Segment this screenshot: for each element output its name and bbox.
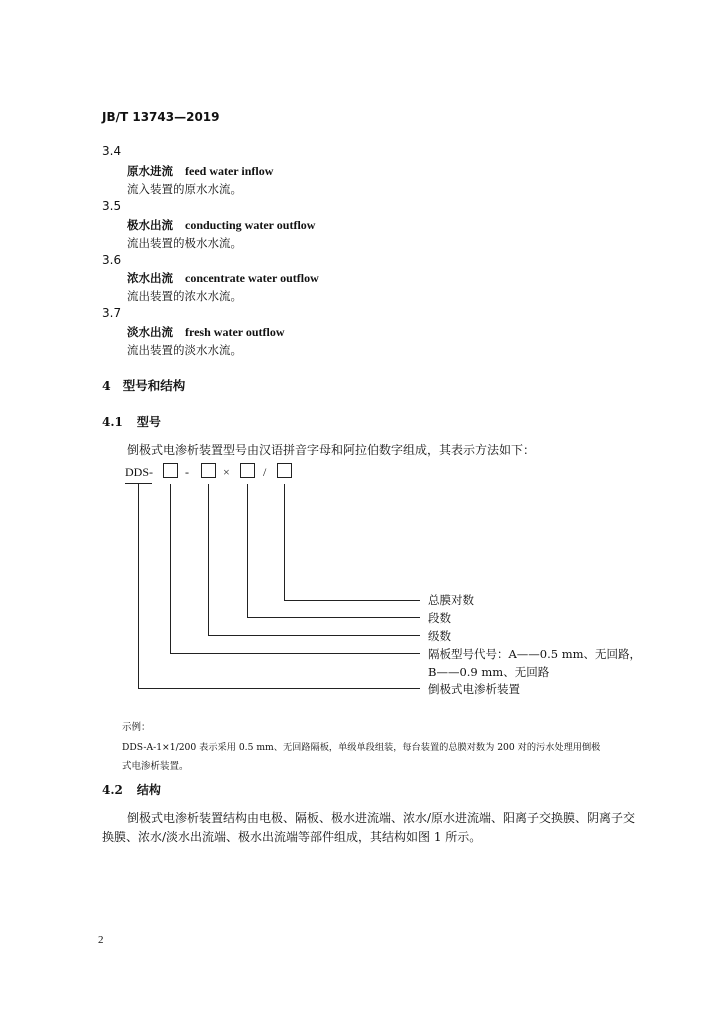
code-box-spacer [164,464,178,478]
structure-paragraph-line2: 换膜、浓水/淡水出流端、极水出流端等部件组成，其结构如图 1 所示。 [102,830,482,844]
term-zh: 浓水出流 [127,271,173,285]
subsection-number: 4.1 [102,415,123,429]
model-separator-times: × [223,465,230,479]
term-zh: 极水出流 [127,218,173,232]
term-zh: 淡水出流 [127,325,173,339]
label-spacer-code-b: B——0.9 mm、无回路 [428,665,550,679]
term-number: 3.6 [102,253,122,267]
term-number: 3.7 [102,306,122,320]
example-text-line1: DDS-A-1×1/200 表示采用 0.5 mm、无回路隔板，单级单段组装，每台装置的总膜对数为 200 对的污水处理用倒极 [122,742,601,753]
term-definition: 流出装置的浓水水流。 [127,289,242,303]
leader-total-pairs [285,484,421,601]
model-intro-paragraph: 倒极式电渗析装置型号由汉语拼音字母和阿拉伯数字组成，其表示方法如下： [127,443,536,457]
subsection-number: 4.2 [102,783,123,797]
leader-device [139,484,421,689]
code-box-stages [241,464,255,478]
term-definition: 流出装置的极水水流。 [127,236,242,250]
page-number: 2 [98,934,104,946]
label-spacer-code: 隔板型号代号：A——0.5 mm、无回路， [428,647,642,661]
term-number: 3.5 [102,199,122,213]
subsection-title: 型号 [136,415,161,429]
term-en: feed water inflow [185,164,274,178]
term-zh: 原水进流 [127,164,173,178]
document-code-header: JB/T 13743—2019 [102,110,220,124]
term-number: 3.4 [102,144,122,158]
term-en: fresh water outflow [185,325,285,339]
model-separator-dash: - [185,465,189,479]
term-definition: 流入装置的原水水流。 [127,182,242,196]
label-device: 倒极式电渗析装置 [428,682,520,696]
label-stages: 段数 [428,611,451,625]
leader-levels [209,484,421,636]
structure-paragraph-line1: 倒极式电渗析装置结构由电极、隔板、极水进流端、浓水/原水进流端、阳离子交换膜、阴离子交 [127,811,636,825]
leader-stages [248,484,421,618]
section-title: 型号和结构 [122,378,186,393]
subsection-title: 结构 [136,783,161,797]
term-en: concentrate water outflow [185,271,319,285]
term-en: conducting water outflow [185,218,316,232]
section-number: 4 [102,378,111,393]
model-separator-slash: / [263,465,267,479]
example-text-line2: 式电渗析装置。 [122,761,189,772]
example-label: 示例： [122,722,151,733]
code-box-total-pairs [278,464,292,478]
code-box-levels [202,464,216,478]
model-prefix: DDS- [125,465,154,479]
label-total-pairs: 总膜对数 [428,593,474,607]
term-definition: 流出装置的淡水水流。 [127,343,242,357]
label-levels: 级数 [428,629,451,643]
leader-spacer [171,484,421,654]
subsection-heading [102,781,161,798]
